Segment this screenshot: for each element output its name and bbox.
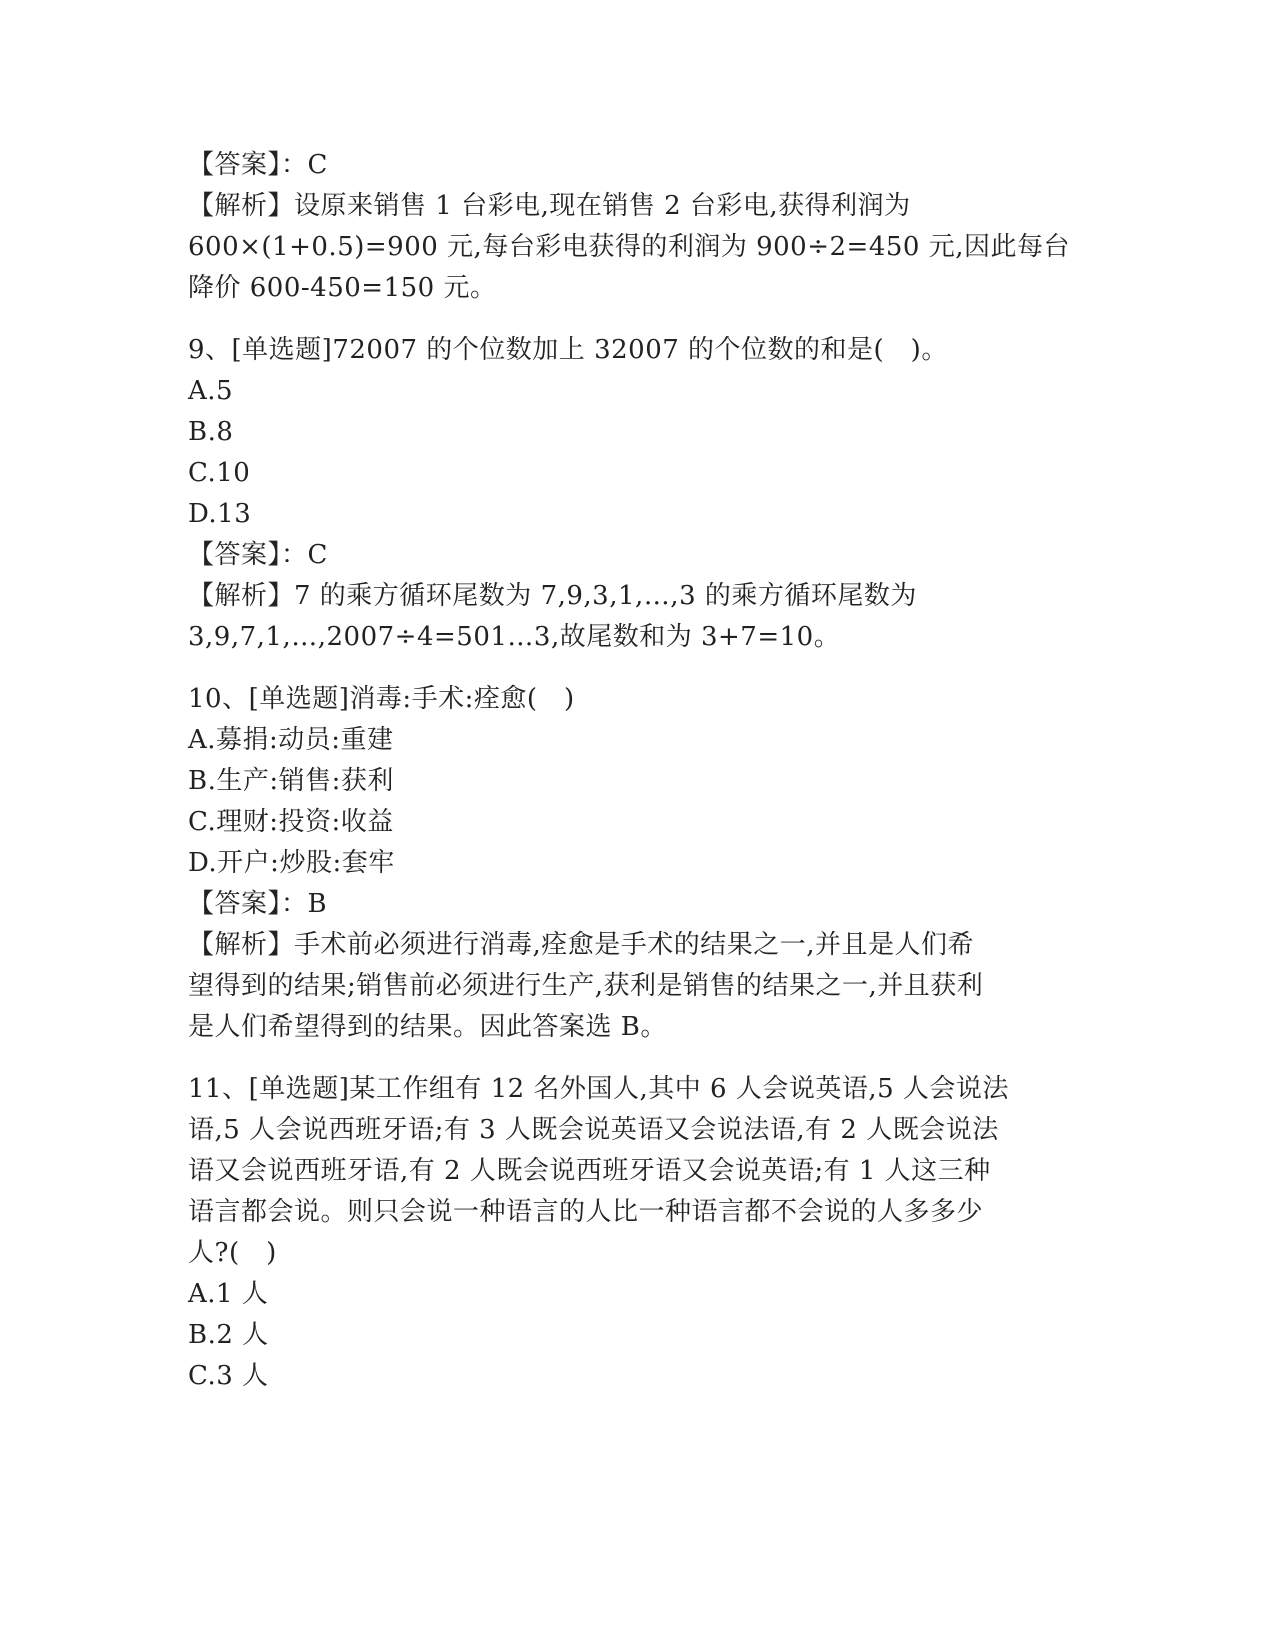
q10-stem: 10、[单选题]消毒:手术:痊愈( ) — [188, 684, 575, 714]
q11-stem-line-3: 语又会说西班牙语,有 2 人既会说西班牙语又会说英语;有 1 人这三种 — [188, 1156, 991, 1186]
q9-option-d: D.13 — [188, 499, 252, 529]
q9-analysis-line-1: 【解析】7 的乘方循环尾数为 7,9,3,1,…,3 的乘方循环尾数为 — [188, 581, 917, 611]
q8-analysis-line-2: 600×(1+0.5)=900 元,每台彩电获得的利润为 900÷2=450 元,因此每台 — [188, 232, 1070, 262]
q11-option-a: A.1 人 — [188, 1279, 269, 1309]
q8-answer: 【答案】：C — [188, 150, 328, 180]
q10-analysis-line-2: 望得到的结果;销售前必须进行生产,获利是销售的结果之一,并且获利 — [188, 971, 984, 1001]
q11-option-b: B.2 人 — [188, 1320, 269, 1350]
q10-analysis-line-1: 【解析】手术前必须进行消毒,痊愈是手术的结果之一,并且是人们希 — [188, 930, 975, 960]
q10-option-c: C.理财:投资:收益 — [188, 807, 394, 837]
q10-option-b: B.生产:销售:获利 — [188, 766, 394, 796]
q9-stem: 9、[单选题]72007 的个位数加上 32007 的个位数的和是( )。 — [188, 335, 948, 365]
q10-answer: 【答案】：B — [188, 889, 328, 919]
q10-option-d: D.开户:炒股:套牢 — [188, 848, 395, 878]
q11-stem-line-4: 语言都会说。则只会说一种语言的人比一种语言都不会说的人多多少 — [188, 1197, 984, 1227]
q11-stem-line-2: 语,5 人会说西班牙语;有 3 人既会说英语又会说法语,有 2 人既会说法 — [188, 1115, 999, 1145]
q10-analysis-line-3: 是人们希望得到的结果。因此答案选 B。 — [188, 1012, 667, 1042]
q9-answer: 【答案】：C — [188, 540, 328, 570]
q9-analysis-line-2: 3,9,7,1,…,2007÷4=501…3,故尾数和为 3+7=10。 — [188, 622, 841, 652]
q11-stem-line-5: 人?( ) — [188, 1238, 277, 1268]
q8-analysis-line-1: 【解析】设原来销售 1 台彩电,现在销售 2 台彩电,获得利润为 — [188, 191, 911, 221]
q10-option-a: A.募捐:动员:重建 — [188, 725, 394, 755]
q11-option-c: C.3 人 — [188, 1361, 269, 1391]
q9-option-b: B.8 — [188, 417, 234, 447]
q9-option-c: C.10 — [188, 458, 251, 488]
q8-analysis-line-3: 降价 600-450=150 元。 — [188, 273, 497, 303]
q9-option-a: A.5 — [188, 376, 234, 406]
q11-stem-line-1: 11、[单选题]某工作组有 12 名外国人,其中 6 人会说英语,5 人会说法 — [188, 1074, 1009, 1104]
